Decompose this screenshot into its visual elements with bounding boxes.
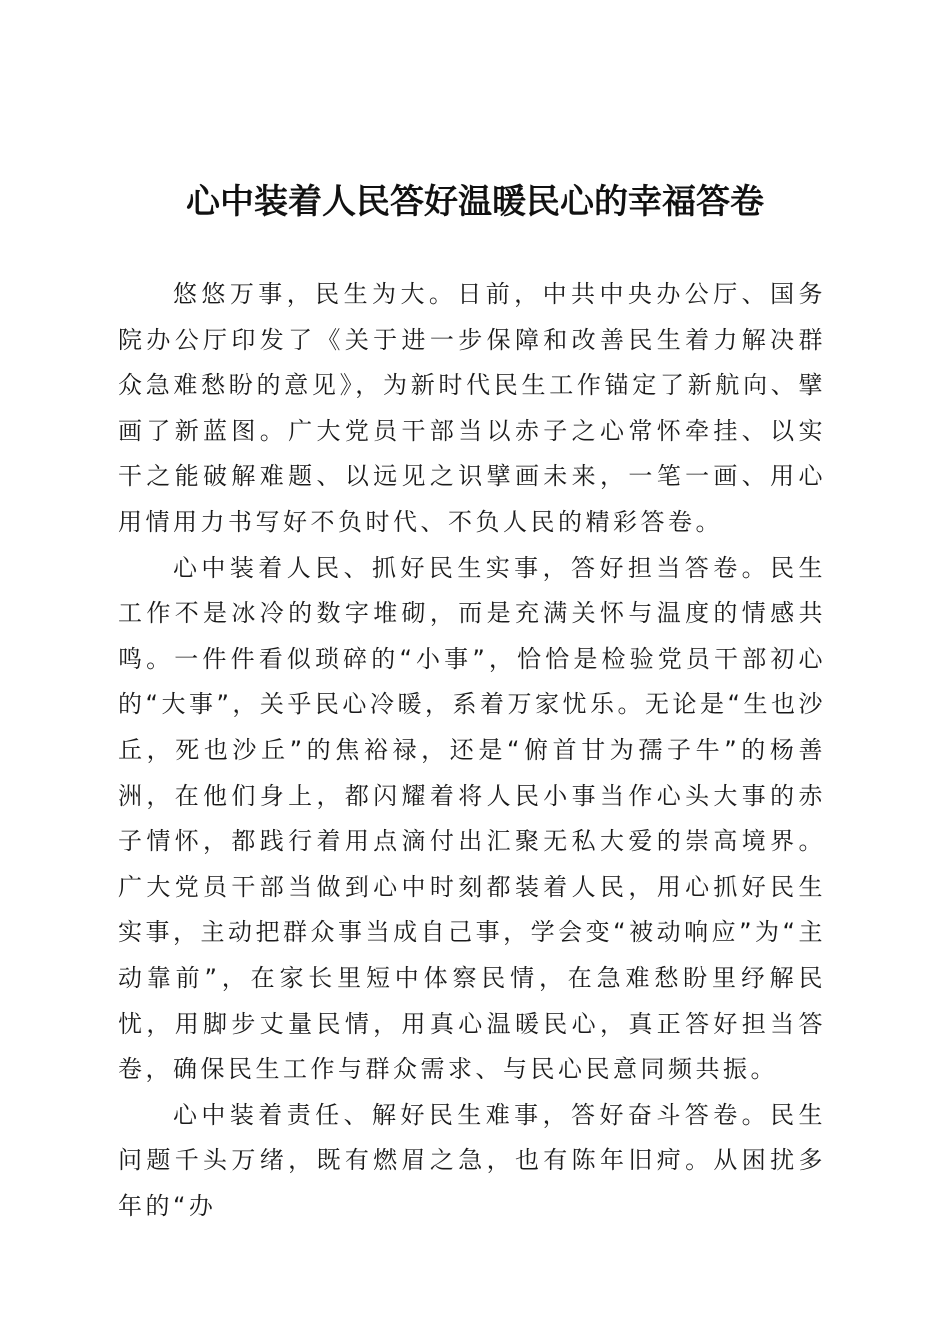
- document-title: 心中装着人民答好温暖民心的幸福答卷: [186, 182, 764, 222]
- paragraph-2: 心中装着人民、抓好民生实事，答好担当答卷。民生工作不是冰冷的数字堆砌，而是充满关怀与温度的情感共鸣。一件件看似琐碎的“小事”，恰恰是检验党员干部初心的“大事”，关乎民心冷暖，系着万家忧乐。无论是“生也沙丘，死也沙丘”的焦裕禄，还是“俯首甘为孺子牛”的杨善洲，在他们身上，都闪耀着将人民小事当作心头大事的赤子情怀，都践行着用点滴付出汇聚无私大爱的崇高境界。广大党员干部当做到心中时刻都装着人民，用心抓好民生实事，主动把群众事当成自己事，学会变“被动响应”为“主动靠前”，在家长里短中体察民情，在急难愁盼里纾解民忧，用脚步丈量民情，用真心温暖民心，真正答好担当答卷，确保民生工作与群众需求、与民心民意同频共振。: [118, 553, 826, 1084]
- paragraph-1: 悠悠万事，民生为大。日前，中共中央办公厅、国务院办公厅印发了《关于进一步保障和改善民生着力解决群众急难愁盼的意见》，为新时代民生工作锚定了新航向、擘画了新蓝图。广大党员干部当以赤子之心常怀牵挂、以实干之能破解难题、以远见之识擘画未来，一笔一画、用心用情用力书写好不负时代、不负人民的精彩答卷。: [118, 280, 826, 536]
- paragraph-3: 心中装着责任、解好民生难事，答好奋斗答卷。民生问题千头万绪，既有燃眉之急，也有陈年旧疴。从困扰多年的“办: [118, 1100, 826, 1220]
- document-body: [118, 272, 826, 1229]
